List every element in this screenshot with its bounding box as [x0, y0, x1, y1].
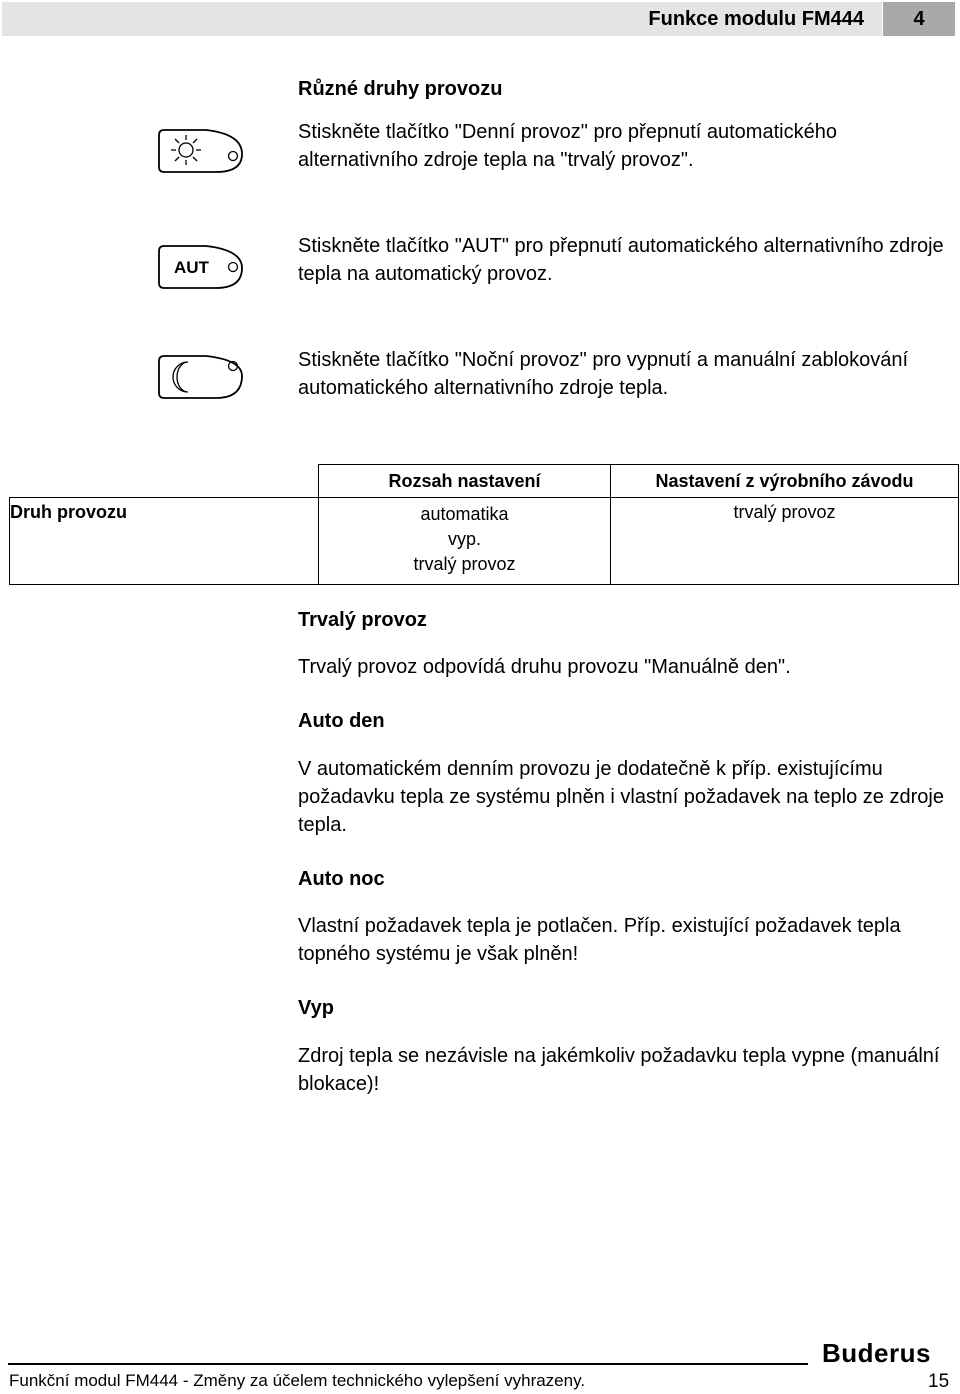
subsection-text: Trvalý provoz odpovídá druhu provozu "Manuálně den". — [298, 656, 791, 678]
subsection-title: Auto den — [298, 710, 385, 732]
section-title: Různé druhy provozu — [298, 78, 503, 100]
chapter-number: 4 — [883, 2, 955, 36]
table-header-empty — [10, 465, 319, 498]
table-header-row — [10, 465, 959, 498]
subsection-text: Vlastní požadavek tepla je potlačen. Příp. existující požadavek tepla topného systému je však plněn! — [298, 915, 901, 965]
subsection-title: Vyp — [298, 997, 334, 1019]
moon-button-description: Stiskněte tlačítko "Noční provoz" pro vypnutí a manuální zablokování automatického alternativního zdroje tepla. — [298, 349, 909, 399]
page-header-title: Funkce modulu FM444 — [648, 8, 864, 30]
sun-button-description: Stiskněte tlačítko "Denní provoz" pro přepnutí automatického alternativního zdroje tepla na "trvalý provoz". — [298, 121, 837, 171]
subsection-text: V automatickém denním provozu je dodatečně k příp. existujícímu požadavku tepla ze systému plněn i vlastní požadavek na teplo ze zdroje tepla. — [298, 758, 944, 836]
table-row — [10, 498, 959, 585]
table-header-range: Rozsah nastavení — [319, 465, 611, 498]
header-bar — [2, 2, 882, 36]
subsection-text: Zdroj tepla se nezávisle na jakémkoliv požadavku tepla vypne (manuální blokace)! — [298, 1045, 940, 1095]
settings-table — [9, 464, 959, 585]
subsection-title: Auto noc — [298, 868, 385, 890]
sun-icon — [156, 126, 246, 176]
subsection-title: Trvalý provoz — [298, 609, 427, 631]
page-number: 15 — [928, 1371, 950, 1392]
table-cell-default: trvalý provoz — [611, 498, 959, 585]
footer-text: Funkční modul FM444 - Změny za účelem technického vylepšení vyhrazeny. — [9, 1371, 586, 1390]
aut-icon-label: AUT — [174, 258, 209, 277]
table-cell-range — [319, 498, 611, 585]
buderus-logo: Buderus — [822, 1338, 931, 1368]
moon-icon — [156, 352, 246, 402]
table-row-label: Druh provozu — [10, 498, 319, 585]
aut-button-description: Stiskněte tlačítko "AUT" pro přepnutí automatického alternativního zdroje tepla na automatický provoz. — [298, 235, 944, 285]
aut-icon — [156, 242, 246, 292]
range-option: automatika — [420, 504, 509, 524]
range-option: vyp. — [447, 529, 481, 549]
footer-divider — [8, 1363, 808, 1365]
range-option: trvalý provoz — [413, 554, 516, 574]
table-header-default: Nastavení z výrobního závodu — [611, 465, 959, 498]
